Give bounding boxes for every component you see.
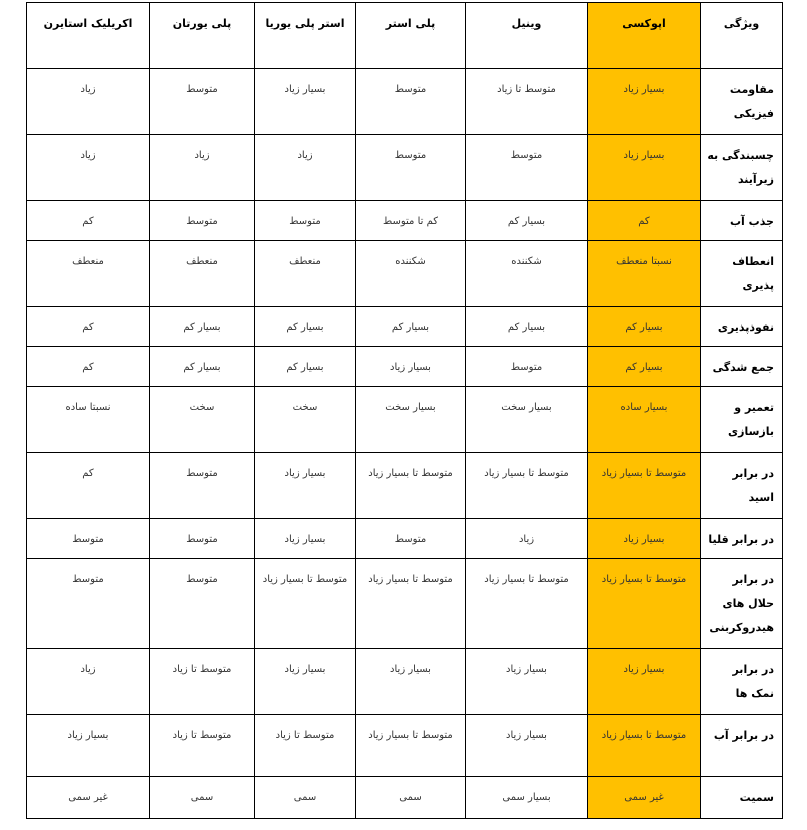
cell-ester-polyurea: زیاد	[255, 135, 356, 201]
header-vinyl: وینیل	[466, 3, 588, 69]
cell-vinyl: زیاد	[466, 519, 588, 559]
table-row	[27, 201, 783, 241]
cell-polyester: بسیار سخت	[356, 387, 466, 453]
cell-ester-polyurea: سمی	[255, 777, 356, 819]
feature-cell: جمع شدگی	[701, 347, 783, 387]
cell-polyester: شکننده	[356, 241, 466, 307]
cell-epoxy: بسیار زیاد	[588, 519, 701, 559]
header-acrylic: اکریلیک استایرن	[27, 3, 150, 69]
cell-ester-polyurea: بسیار زیاد	[255, 519, 356, 559]
cell-polyurethane: متوسط تا زیاد	[150, 715, 255, 777]
cell-vinyl: متوسط تا بسیار زیاد	[466, 453, 588, 519]
cell-vinyl: بسیار زیاد	[466, 715, 588, 777]
cell-polyester: متوسط	[356, 69, 466, 135]
cell-vinyl: شکننده	[466, 241, 588, 307]
cell-ester-polyurea: بسیار کم	[255, 307, 356, 347]
feature-cell: در برابر حلال های هیدروکربنی	[701, 559, 783, 649]
feature-cell: در برابر اسید	[701, 453, 783, 519]
cell-ester-polyurea: متوسط	[255, 201, 356, 241]
table-row	[27, 387, 783, 453]
feature-cell: در برابر نمک ها	[701, 649, 783, 715]
cell-epoxy: بسیار زیاد	[588, 69, 701, 135]
feature-cell: در برابر آب	[701, 715, 783, 777]
cell-polyurethane: سمی	[150, 777, 255, 819]
cell-ester-polyurea: بسیار زیاد	[255, 69, 356, 135]
cell-vinyl: متوسط تا زیاد	[466, 69, 588, 135]
cell-ester-polyurea: متوسط تا زیاد	[255, 715, 356, 777]
cell-vinyl: متوسط	[466, 347, 588, 387]
feature-cell: نفوذپذیری	[701, 307, 783, 347]
cell-polyurethane: بسیار کم	[150, 307, 255, 347]
table-row	[27, 453, 783, 519]
cell-vinyl: بسیار کم	[466, 201, 588, 241]
cell-epoxy: بسیار ساده	[588, 387, 701, 453]
table-row	[27, 347, 783, 387]
cell-acrylic: کم	[27, 347, 150, 387]
table-row	[27, 69, 783, 135]
cell-epoxy: بسیار زیاد	[588, 649, 701, 715]
cell-ester-polyurea: بسیار زیاد	[255, 649, 356, 715]
cell-polyurethane: منعطف	[150, 241, 255, 307]
feature-cell: تعمیر و بازسازی	[701, 387, 783, 453]
cell-vinyl: متوسط تا بسیار زیاد	[466, 559, 588, 649]
cell-ester-polyurea: بسیار کم	[255, 347, 356, 387]
cell-polyester: سمی	[356, 777, 466, 819]
table-row	[27, 135, 783, 201]
comparison-table	[26, 2, 783, 819]
cell-polyester: کم تا متوسط	[356, 201, 466, 241]
cell-polyurethane: متوسط	[150, 69, 255, 135]
feature-cell: جذب آب	[701, 201, 783, 241]
cell-ester-polyurea: منعطف	[255, 241, 356, 307]
table-row	[27, 519, 783, 559]
cell-vinyl: بسیار سخت	[466, 387, 588, 453]
cell-polyester: بسیار زیاد	[356, 649, 466, 715]
cell-polyester: متوسط	[356, 135, 466, 201]
cell-epoxy: نسبتا منعطف	[588, 241, 701, 307]
feature-cell: مقاومت فیزیکی	[701, 69, 783, 135]
cell-acrylic: منعطف	[27, 241, 150, 307]
header-epoxy: اپوکسی	[588, 3, 701, 69]
cell-acrylic: غیر سمی	[27, 777, 150, 819]
cell-acrylic: کم	[27, 201, 150, 241]
feature-cell: چسبندگی به زیرآیند	[701, 135, 783, 201]
feature-cell: سمیت	[701, 777, 783, 819]
header-ester-polyurea: استر پلی یوریا	[255, 3, 356, 69]
cell-ester-polyurea: بسیار زیاد	[255, 453, 356, 519]
header-polyurethane: پلی یورتان	[150, 3, 255, 69]
cell-epoxy: غیر سمی	[588, 777, 701, 819]
cell-epoxy: بسیار کم	[588, 347, 701, 387]
table-row	[27, 777, 783, 819]
cell-polyester: متوسط تا بسیار زیاد	[356, 453, 466, 519]
cell-ester-polyurea: سخت	[255, 387, 356, 453]
cell-polyurethane: سخت	[150, 387, 255, 453]
cell-acrylic: کم	[27, 307, 150, 347]
table-row	[27, 649, 783, 715]
cell-acrylic: زیاد	[27, 135, 150, 201]
cell-vinyl: بسیار سمی	[466, 777, 588, 819]
header-polyester: پلی استر	[356, 3, 466, 69]
cell-polyurethane: متوسط	[150, 559, 255, 649]
feature-cell: در برابر قلیا	[701, 519, 783, 559]
table-row	[27, 241, 783, 307]
cell-vinyl: بسیار کم	[466, 307, 588, 347]
header-row	[27, 3, 783, 69]
cell-epoxy: کم	[588, 201, 701, 241]
cell-epoxy: متوسط تا بسیار زیاد	[588, 559, 701, 649]
cell-polyester: متوسط تا بسیار زیاد	[356, 559, 466, 649]
cell-epoxy: متوسط تا بسیار زیاد	[588, 453, 701, 519]
cell-epoxy: بسیار کم	[588, 307, 701, 347]
table-row	[27, 715, 783, 777]
header-feature: ویژگی	[701, 3, 783, 69]
table-row	[27, 307, 783, 347]
cell-polyester: بسیار کم	[356, 307, 466, 347]
cell-polyurethane: متوسط تا زیاد	[150, 649, 255, 715]
cell-polyurethane: زیاد	[150, 135, 255, 201]
cell-ester-polyurea: متوسط تا بسیار زیاد	[255, 559, 356, 649]
cell-vinyl: بسیار زیاد	[466, 649, 588, 715]
cell-polyurethane: متوسط	[150, 453, 255, 519]
cell-epoxy: متوسط تا بسیار زیاد	[588, 715, 701, 777]
cell-vinyl: متوسط	[466, 135, 588, 201]
cell-acrylic: کم	[27, 453, 150, 519]
cell-polyester: متوسط تا بسیار زیاد	[356, 715, 466, 777]
cell-acrylic: زیاد	[27, 649, 150, 715]
cell-acrylic: نسبتا ساده	[27, 387, 150, 453]
table-row	[27, 559, 783, 649]
cell-polyurethane: متوسط	[150, 201, 255, 241]
cell-polyester: بسیار زیاد	[356, 347, 466, 387]
cell-polyurethane: متوسط	[150, 519, 255, 559]
cell-epoxy: بسیار زیاد	[588, 135, 701, 201]
cell-acrylic: متوسط	[27, 519, 150, 559]
cell-polyester: متوسط	[356, 519, 466, 559]
cell-polyurethane: بسیار کم	[150, 347, 255, 387]
feature-cell: انعطاف پذیری	[701, 241, 783, 307]
cell-acrylic: بسیار زیاد	[27, 715, 150, 777]
cell-acrylic: متوسط	[27, 559, 150, 649]
cell-acrylic: زیاد	[27, 69, 150, 135]
